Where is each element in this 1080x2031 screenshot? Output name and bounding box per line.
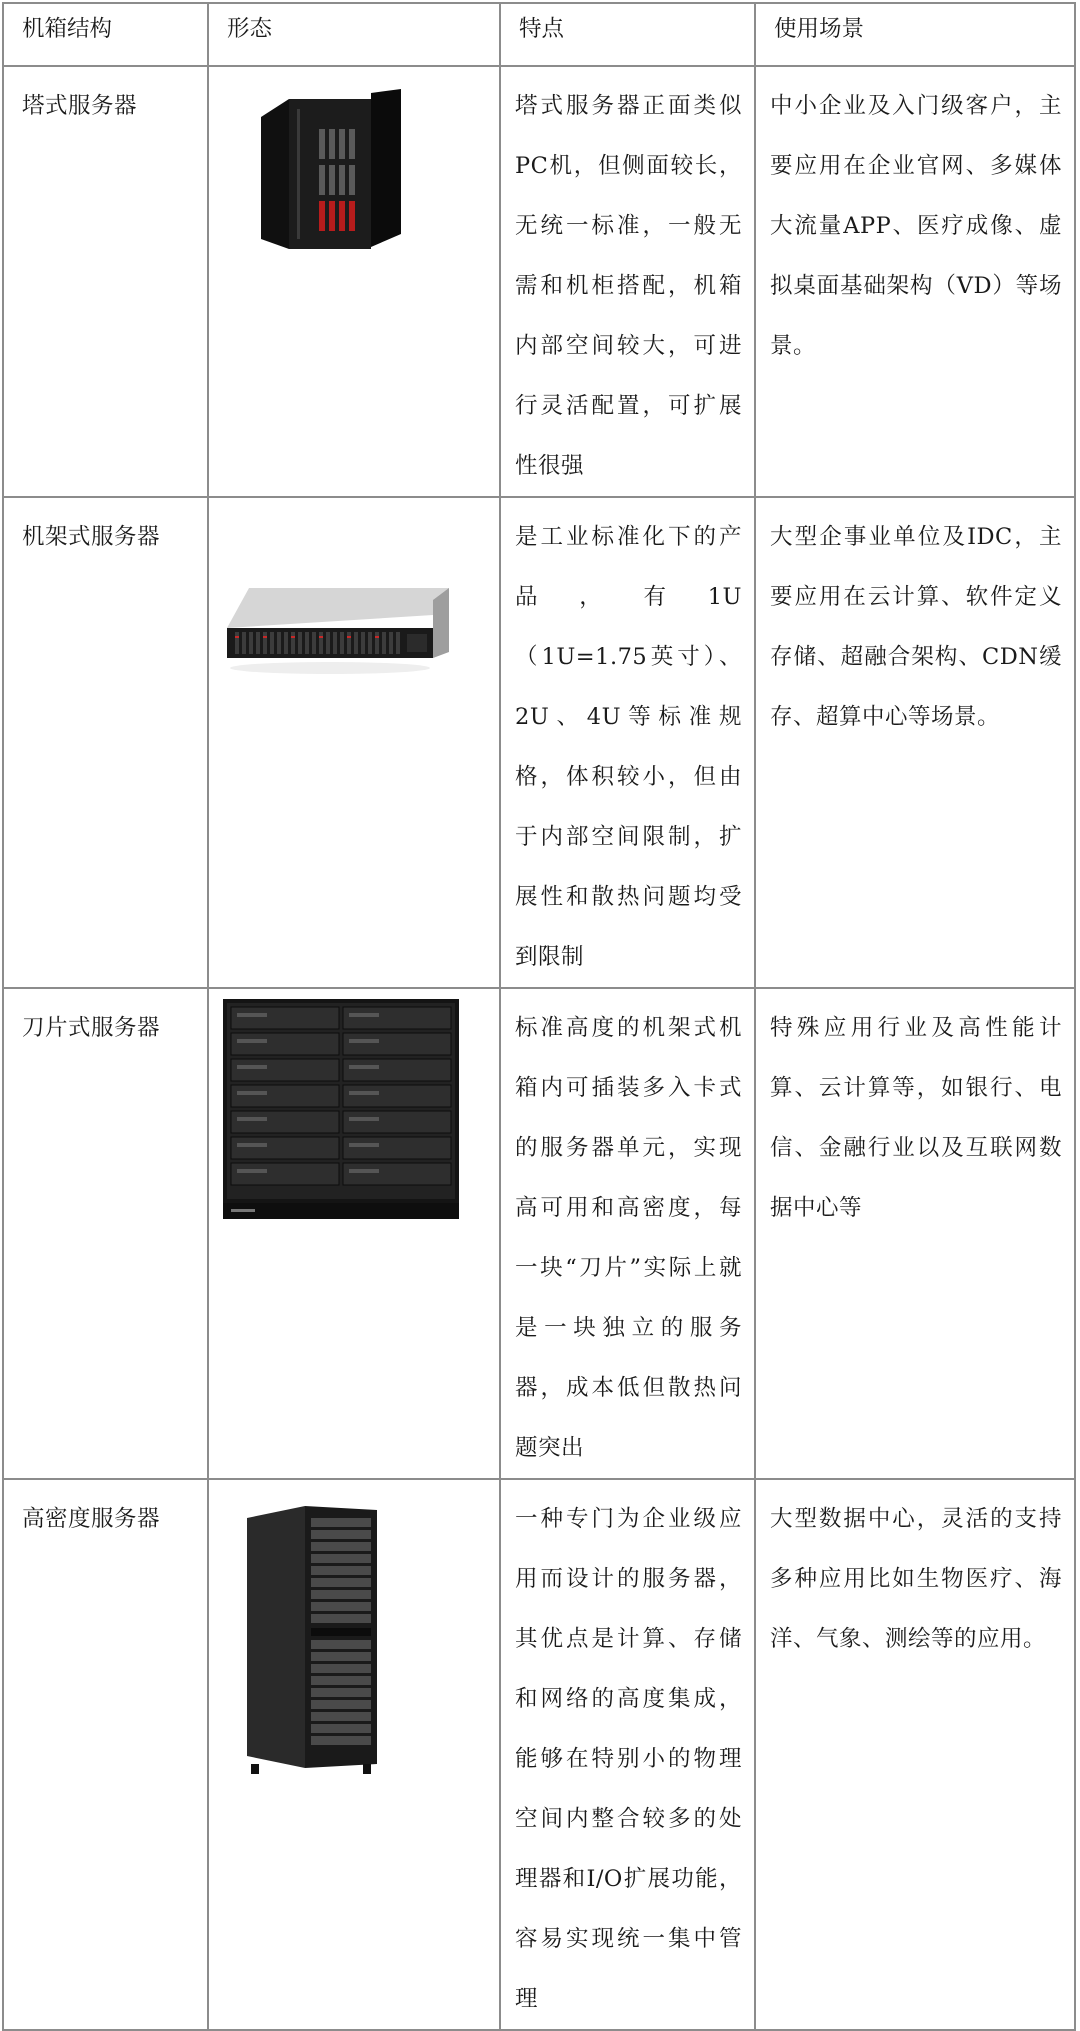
chassis-name-cell xyxy=(3,66,208,497)
chassis-name: 机架式服务器 xyxy=(22,524,161,550)
features-cell xyxy=(500,988,755,1479)
features-text: 标准高度的机架式机箱内可插装多入卡式的服务器单元，实现高可用和高密度，每一块“刀片”实际上就是一块独立的服务器，成本低但散热问题突出 xyxy=(515,1015,742,1461)
form-image-cell xyxy=(208,1479,500,2030)
scenarios-text: 中小企业及入门级客户，主要应用在企业官网、多媒体大流量APP、医疗成像、虚拟桌面基础架构（VD）等场景。 xyxy=(770,93,1062,359)
tower-server-icon xyxy=(261,89,401,249)
chassis-name-cell xyxy=(3,1479,208,2030)
form-image-cell xyxy=(208,497,500,988)
scenarios-text: 大型企事业单位及IDC，主要应用在云计算、软件定义存储、超融合架构、CDN缓存、超算中心等场景。 xyxy=(770,524,1062,730)
features-text: 是工业标准化下的产品，有1U（1U=1.75英寸）、2U、4U等标准规格，体积较小，但由于内部空间限制，扩展性和散热问题均受到限制 xyxy=(515,524,742,970)
form-image-cell xyxy=(208,66,500,497)
features-cell xyxy=(500,1479,755,2030)
header-cell-features: 特点 xyxy=(500,3,755,66)
scenarios-cell xyxy=(755,66,1075,497)
features-cell xyxy=(500,66,755,497)
scenarios-cell xyxy=(755,497,1075,988)
chassis-name: 高密度服务器 xyxy=(22,1506,161,1532)
scenarios-text: 大型数据中心，灵活的支持多种应用比如生物医疗、海洋、气象、测绘等的应用。 xyxy=(770,1506,1062,1652)
scenarios-text: 特殊应用行业及高性能计算、云计算等，如银行、电信、金融行业以及互联网数据中心等 xyxy=(770,1015,1062,1221)
features-cell xyxy=(500,497,755,988)
scenarios-cell xyxy=(755,988,1075,1479)
rack-server-icon xyxy=(227,588,449,678)
header-cell-scenarios: 使用场景 xyxy=(755,3,1075,66)
chassis-name: 塔式服务器 xyxy=(22,93,138,119)
header-row xyxy=(3,3,1075,66)
high-density-server-icon xyxy=(247,1506,377,1776)
table-row xyxy=(3,1479,1075,2030)
chassis-name-cell xyxy=(3,497,208,988)
features-text: 一种专门为企业级应用而设计的服务器，其优点是计算、存储和网络的高度集成，能够在特别小的物理空间内整合较多的处理器和I/O扩展功能，容易实现统一集中管理 xyxy=(515,1506,742,2012)
chassis-name-cell xyxy=(3,988,208,1479)
chassis-name: 刀片式服务器 xyxy=(22,1015,161,1041)
header-cell-form: 形态 xyxy=(208,3,500,66)
form-image-cell xyxy=(208,988,500,1479)
table-row xyxy=(3,988,1075,1479)
server-chassis-table xyxy=(2,2,1076,2031)
scenarios-cell xyxy=(755,1479,1075,2030)
blade-server-icon xyxy=(223,999,459,1219)
features-text: 塔式服务器正面类似PC机，但侧面较长，无统一标准，一般无需和机柜搭配，机箱内部空间较大，可进行灵活配置，可扩展性很强 xyxy=(515,93,742,479)
table-row xyxy=(3,66,1075,497)
table-row xyxy=(3,497,1075,988)
header-cell-chassis: 机箱结构 xyxy=(3,3,208,66)
